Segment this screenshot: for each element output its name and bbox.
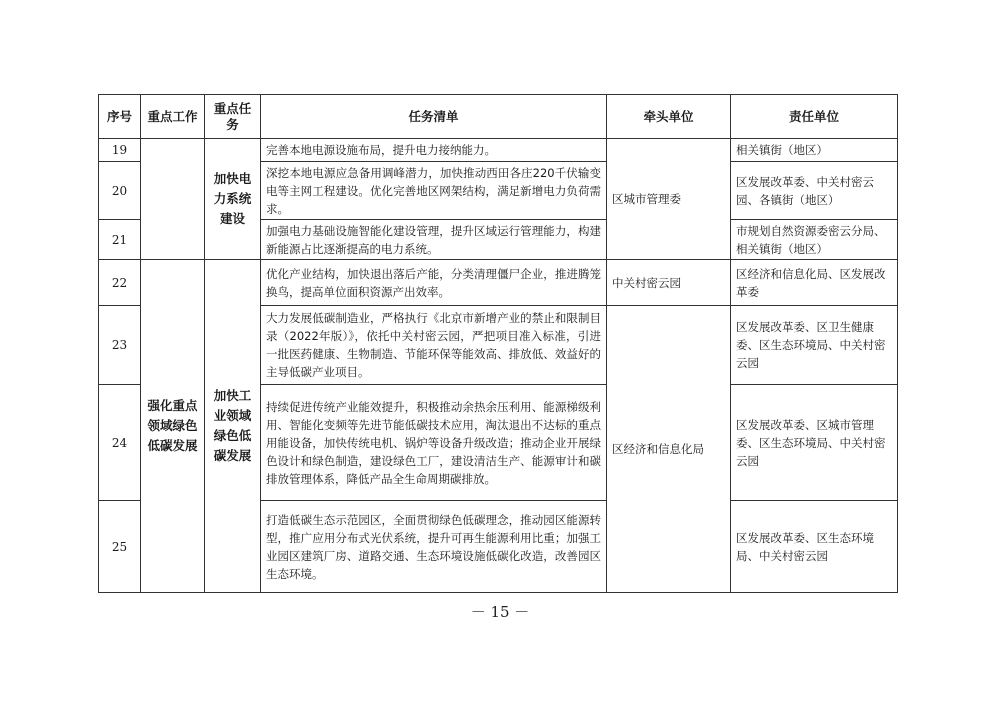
header-key-task: 重点任务 xyxy=(205,95,261,139)
row-number: 23 xyxy=(99,306,141,385)
responsible-units: 区发展改革委、中关村密云园、各镇街（地区） xyxy=(731,162,898,220)
row-number: 21 xyxy=(99,220,141,260)
key-work-cell-empty xyxy=(141,139,205,260)
responsible-units: 相关镇街（地区） xyxy=(731,139,898,162)
row-number: 24 xyxy=(99,385,141,501)
task-text: 优化产业结构，加快退出落后产能，分类清理僵尸企业，推进腾笼换鸟，提高单位面积资源产出效率。 xyxy=(261,260,607,306)
lead-unit-power: 区城市管理委 xyxy=(607,139,731,260)
page-number: － 15 － xyxy=(470,603,530,621)
row-number: 25 xyxy=(99,501,141,593)
row-number: 22 xyxy=(99,260,141,306)
header-no: 序号 xyxy=(99,95,141,139)
responsible-units: 区发展改革委、区城市管理委、区生态环境局、中关村密云园 xyxy=(731,385,898,501)
task-text: 加强电力基础设施智能化建设管理，提升区域运行管理能力，构建新能源占比逐渐提高的电力系统。 xyxy=(261,220,607,260)
header-responsible-unit: 责任单位 xyxy=(731,95,898,139)
responsible-units: 市规划自然资源委密云分局、相关镇街（地区） xyxy=(731,220,898,260)
task-text: 大力发展低碳制造业，严格执行《北京市新增产业的禁止和限制目录（2022年版）》，依托中关村密云园，严把项目准入标准，引进一批医药健康、生物制造、节能环保等能效高、排放低、效益好的主导低碳产业项目。 xyxy=(261,306,607,385)
responsible-units: 区发展改革委、区卫生健康委、区生态环境局、中关村密云园 xyxy=(731,306,898,385)
key-task-power: 加快电力系统建设 xyxy=(205,139,261,260)
lead-unit: 中关村密云园 xyxy=(607,260,731,306)
task-text: 打造低碳生态示范园区，全面贯彻绿色低碳理念，推动园区能源转型，推广应用分布式光伏系统，提升可再生能源利用比重；加强工业园区建筑厂房、道路交通、生态环境设施低碳化改造，改善园区生态环境。 xyxy=(261,501,607,593)
task-table xyxy=(98,94,898,593)
task-text: 深挖本地电源应急备用调峰潜力，加快推动西田各庄220千伏输变电等主网工程建设。优化完善地区网架结构，满足新增电力负荷需求。 xyxy=(261,162,607,220)
task-text: 持续促进传统产业能效提升，积极推动余热余压利用、能源梯级利用、智能化变频等先进节能低碳技术应用，淘汰退出不达标的重点用能设备，加快传统电机、锅炉等设备升级改造；推动企业开展绿色设计和绿色制造，建设绿色工厂，建设清洁生产、能源审计和碳排放管理体系，降低产品全生命周期碳排放。 xyxy=(261,385,607,501)
responsible-units: 区经济和信息化局、区发展改革委 xyxy=(731,260,898,306)
row-number: 19 xyxy=(99,139,141,162)
key-task-industry: 加快工业领域绿色低碳发展 xyxy=(205,260,261,593)
table-row xyxy=(99,260,898,306)
header-key-work: 重点工作 xyxy=(141,95,205,139)
responsible-units: 区发展改革委、区生态环境局、中关村密云园 xyxy=(731,501,898,593)
row-number: 20 xyxy=(99,162,141,220)
table-row xyxy=(99,139,898,162)
task-text: 完善本地电源设施布局，提升电力接纳能力。 xyxy=(261,139,607,162)
header-lead-unit: 牵头单位 xyxy=(607,95,731,139)
table-header-row xyxy=(99,95,898,139)
key-work-industry: 强化重点领域绿色低碳发展 xyxy=(141,260,205,593)
lead-unit-industry: 区经济和信息化局 xyxy=(607,306,731,593)
header-task-list: 任务清单 xyxy=(261,95,607,139)
